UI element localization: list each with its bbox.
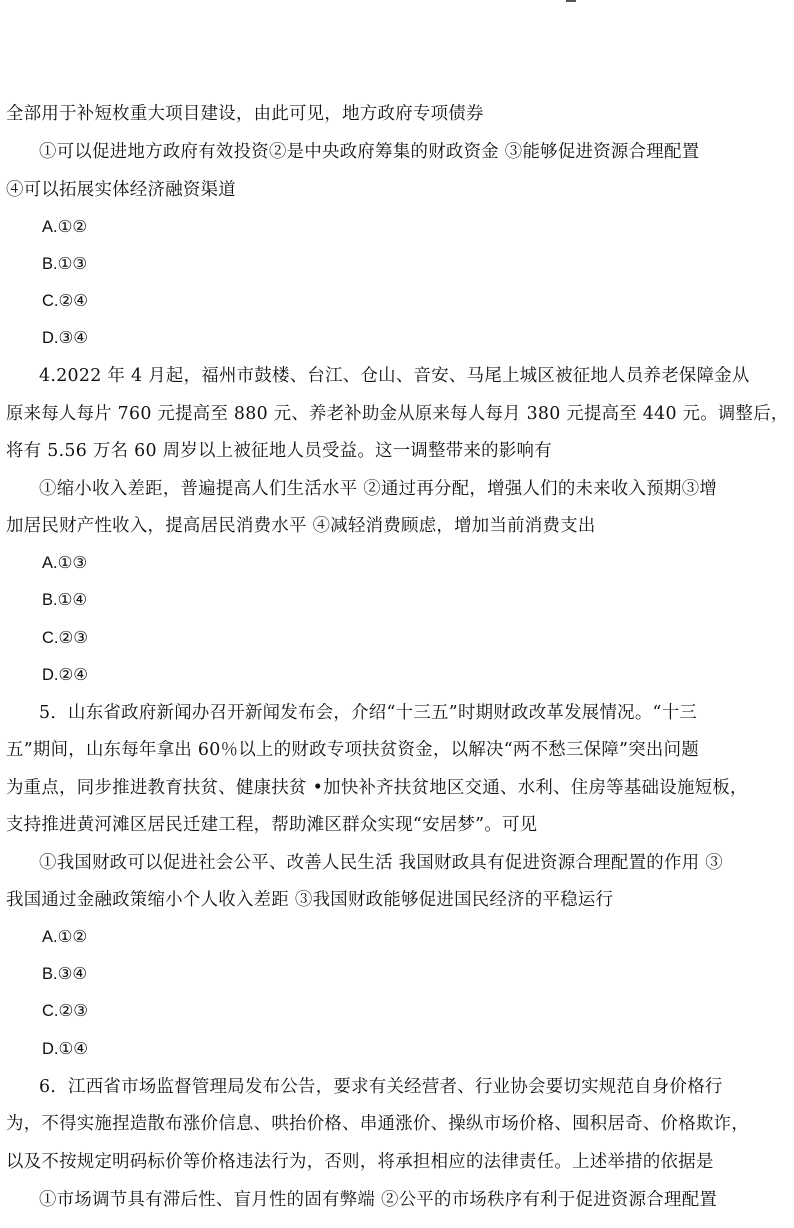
q4-option-c[interactable]: C.②③: [42, 629, 89, 647]
q4-stem-line: 4.2022 年 4 月起，福州市鼓楼、台江、仓山、音安、马尾上城区被征地人员养老保障金从: [39, 366, 750, 386]
q3-option-b[interactable]: B.①③: [42, 255, 88, 273]
q5-option-c[interactable]: C.②③: [42, 1002, 89, 1020]
q5-option-a[interactable]: A.①②: [42, 928, 88, 946]
q5-option-b[interactable]: B.③④: [42, 965, 88, 983]
q3-option-d[interactable]: D.③④: [42, 329, 89, 347]
q6-statements-line: ①市场调节具有滞后性、盲月性的固有弊端 ②公平的市场秩序有利于促进资源合理配置: [39, 1190, 718, 1210]
q5-stem-line: 五”期间，山东每年拿出 60％以上的财政专项扶贫资金，以解决“两不愁三保障”突出问题: [6, 740, 699, 760]
q3-option-c[interactable]: C.②④: [42, 292, 89, 310]
q5-stem-line: 为重点，同步推进教育扶贫、健康扶贫 •加快补齐扶贫地区交通、水利、住房等基础设施短板，: [6, 778, 748, 798]
q5-stem-line: 支持推进黄河滩区居民迁建工程，帮助滩区群众实现“安居梦”。可见: [6, 815, 538, 835]
q4-statements-line: ①缩小收入差距，普遍提高人们生活水平 ②通过再分配，增强人们的未来收入预期③增: [39, 479, 718, 499]
q5-statements-line: ①我国财政可以促进社会公平、改善人民生活 我国财政具有促进资源合理配置的作用 ③: [39, 853, 723, 873]
q4-option-b[interactable]: B.①④: [42, 591, 88, 609]
q4-stem-line: 将有 5.56 万名 60 周岁以上被征地人员受益。这一调整带来的影响有: [6, 441, 552, 461]
q5-statements-line: 我国通过金融政策缩小个人收入差距 ③我国财政能够促进国民经济的平稳运行: [6, 890, 614, 910]
q3-statements-line: ①可以促进地方政府有效投资②是中央政府筹集的财政资金 ③能够促进资源合理配置: [39, 142, 700, 162]
q5-stem-line: 5．山东省政府新闻办召开新闻发布会，介绍“十三五”时期财政改革发展情况。“十三: [39, 703, 698, 723]
q3-stem-line: 全部用于补短枚重大项目建设，由此可见，地方政府专项债券: [6, 104, 484, 124]
q3-option-a[interactable]: A.①②: [42, 218, 88, 236]
q4-option-d[interactable]: D.②④: [42, 666, 89, 684]
q6-stem-line: 以及不按规定明码标价等价格违法行为，否则，将承担相应的法律责任。上述举措的依据是: [6, 1152, 714, 1172]
q6-stem-line: 为，不得实施捏造散布涨价信息、哄抬价格、串通涨价、操纵市场价格、囤积居奇、价格欺诈，: [6, 1114, 750, 1134]
corner-mark: [566, 0, 576, 2]
q4-option-a[interactable]: A.①③: [42, 554, 88, 572]
q5-option-d[interactable]: D.①④: [42, 1040, 89, 1058]
q4-stem-line: 原来每人每片 760 元提高至 880 元、养老补助金从原来每人每月 380 元提高至 440 元。调整后，: [6, 404, 789, 424]
q3-statements-line: ④可以拓展实体经济融资渠道: [6, 180, 236, 200]
q6-stem-line: 6．江西省市场监督管理局发布公告，要求有关经营者、行业协会要切实规范自身价格行: [39, 1077, 723, 1097]
q4-statements-line: 加居民财产性收入，提高居民消费水平 ④减轻消费顾虑，增加当前消费支出: [6, 516, 596, 536]
